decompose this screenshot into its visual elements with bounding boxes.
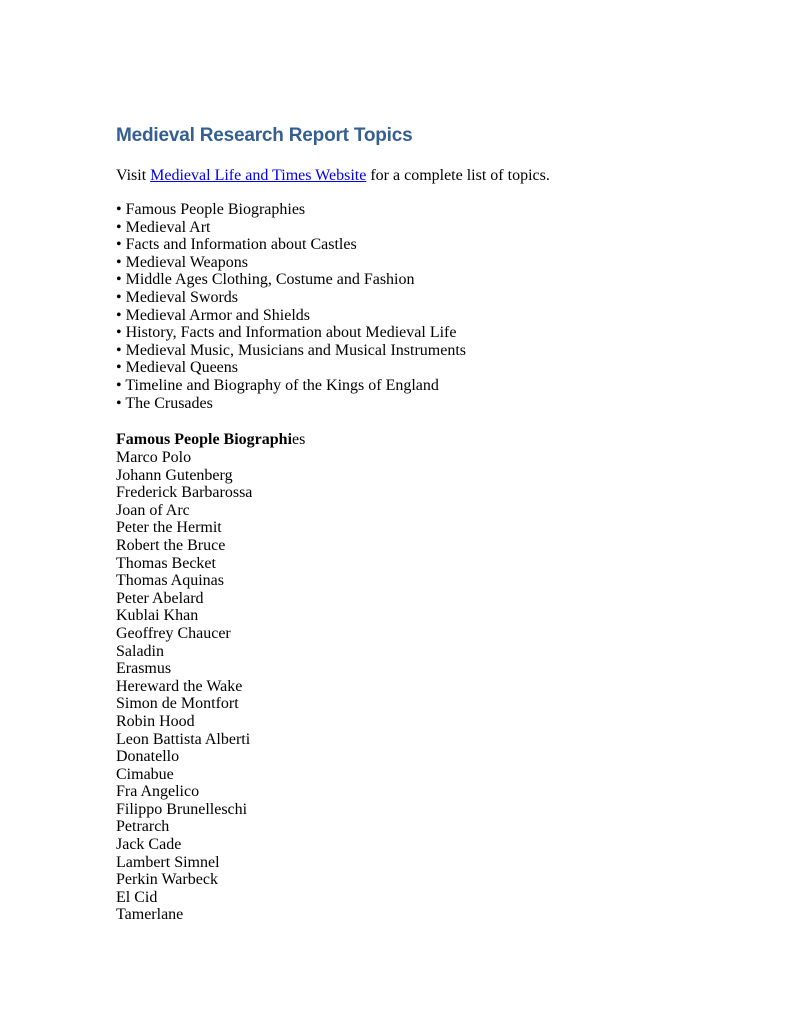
topic-item: • The Crusades	[116, 394, 213, 412]
topic-item: • Medieval Art	[116, 218, 211, 236]
topic-item: • History, Facts and Information about Medieval Life	[116, 324, 457, 342]
person-item: Saladin	[116, 642, 164, 660]
person-item: Hereward the Wake	[116, 677, 243, 695]
person-item: Kublai Khan	[116, 607, 199, 625]
person-item: Marco Polo	[116, 449, 192, 466]
person-item: Lambert Simnel	[116, 853, 220, 871]
person-item: Joan of Arc	[116, 501, 190, 519]
person-item: Robert the Bruce	[116, 536, 226, 554]
person-item: Filippo Brunelleschi	[116, 800, 248, 818]
intro-suffix: for a complete list of topics.	[366, 167, 550, 184]
topic-item: • Medieval Swords	[116, 288, 239, 306]
person-item: Robin Hood	[116, 712, 195, 730]
person-item: Thomas Becket	[116, 554, 216, 572]
section-heading-bold: Famous People Biographi	[116, 431, 293, 448]
person-item: Cimabue	[116, 765, 174, 783]
person-item: Simon de Montfort	[116, 695, 239, 713]
section-heading-rest: es	[292, 431, 306, 448]
person-item: Erasmus	[116, 660, 172, 678]
person-item: Johann Gutenberg	[116, 466, 233, 484]
topic-item: • Medieval Music, Musicians and Musical Instruments	[116, 341, 466, 359]
people-list	[116, 449, 252, 924]
intro-prefix: Visit	[116, 167, 151, 184]
document-title: Medieval Research Report Topics	[116, 125, 413, 146]
topic-item: • Medieval Queens	[116, 359, 239, 377]
person-item: Perkin Warbeck	[116, 871, 218, 889]
topic-item: • Middle Ages Clothing, Costume and Fashion	[116, 271, 415, 289]
topic-item: • Medieval Armor and Shields	[116, 306, 311, 324]
person-item: Geoffrey Chaucer	[116, 624, 231, 642]
person-item: Fra Angelico	[116, 783, 200, 801]
topic-item: • Medieval Weapons	[116, 253, 248, 271]
person-item: El Cid	[116, 888, 158, 906]
topic-item: • Famous People Biographies	[116, 201, 306, 218]
document-page	[116, 122, 756, 924]
person-item: Tamerlane	[116, 906, 184, 924]
section-heading	[116, 430, 305, 450]
person-item: Leon Battista Alberti	[116, 730, 251, 748]
person-item: Jack Cade	[116, 836, 182, 854]
person-item: Petrarch	[116, 818, 170, 836]
topics-list	[116, 201, 466, 412]
topic-item: • Facts and Information about Castles	[116, 236, 357, 254]
person-item: Frederick Barbarossa	[116, 484, 253, 502]
person-item: Donatello	[116, 748, 180, 766]
intro-paragraph	[116, 166, 550, 186]
person-item: Peter the Hermit	[116, 519, 222, 537]
person-item: Thomas Aquinas	[116, 572, 224, 590]
medieval-life-link[interactable]: Medieval Life and Times Website	[150, 167, 367, 184]
person-item: Peter Abelard	[116, 589, 204, 607]
topic-item: • Timeline and Biography of the Kings of England	[116, 376, 439, 394]
